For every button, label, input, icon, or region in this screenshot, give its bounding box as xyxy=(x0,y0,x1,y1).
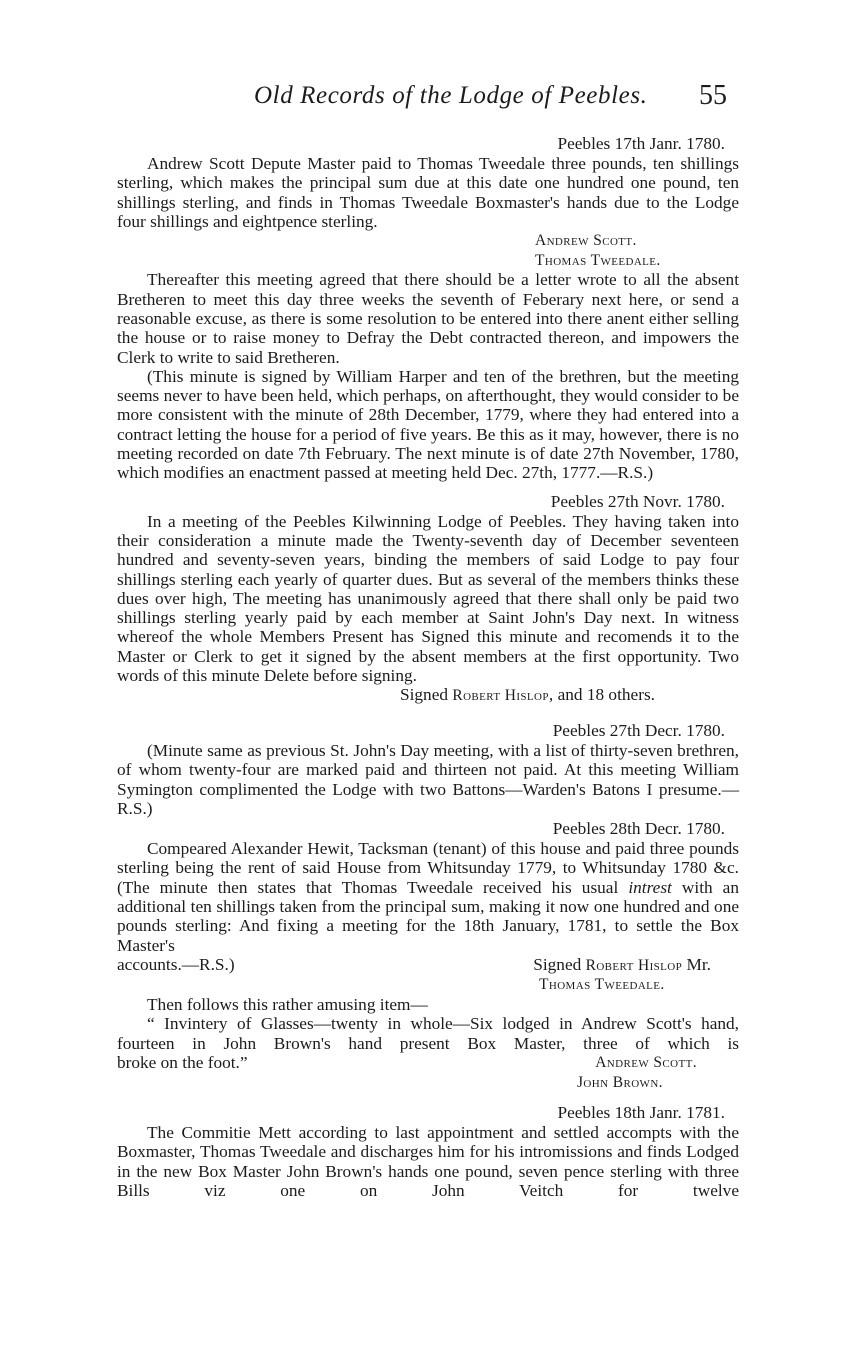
signature: Andrew Scott. xyxy=(595,1053,697,1071)
editor-note: (Minute same as previous St. John's Day meeting, with a list of thirty-seven brethren, of whom twenty-four are marked paid and thirteen not paid. At this meeting William Symington complimented the Lodge with two Battons—Warden's Batons I presume.—R.S.) xyxy=(117,740,739,818)
page-number: 55 xyxy=(699,80,727,111)
signed-label: Signed xyxy=(533,954,582,974)
signature-suffix: , and 18 others. xyxy=(548,685,655,705)
signature-block xyxy=(533,955,739,976)
entry-date: Peebles 17th Janr. 1780. xyxy=(557,134,725,153)
signature-line xyxy=(117,955,739,976)
running-title: Old Records of the Lodge of Peebles. xyxy=(254,82,648,109)
minute-paragraph: Thereafter this meeting agreed that there should be a letter wrote to all the absent Bretheren to meet this day three weeks the seventh of Feberary next here, or send a reasonable excuse, as there is some resolution to be entered into there anent either selling the house or to raise money to Defray the Debt contracted thereon, and impowers the Clerk to write to said Bretheren. xyxy=(117,270,739,367)
entry-date: Peebles 27th Decr. 1780. xyxy=(552,720,725,740)
entry-date: Peebles 28th Decr. 1780. xyxy=(552,819,725,839)
minute-paragraph: In a meeting of the Peebles Kilwinning Lodge of Peebles. They having taken into their consideration a minute made the Twenty-seventh day of December seventeen hundred and seventy-seven years, binding the members of said Lodge to pay four shillings sterling each yearly of quarter dues. But as several of the members thinks these dues over high, The meeting has unanimously agreed that there shall only be paid two shillings sterling yearly paid by each member at Saint John's Day next. In witness whereof the whole Members Present has Signed this minute and recomends it to the Master or Clerk to get it signed by the absent members at the first opportunity. Two words of this minute Delete before signing. xyxy=(117,511,739,686)
text-segment: Compeared Alexander Hewit, Tacksman (tenant) of this house and paid three pounds sterling being the rent of said House from Whitsunday 1779, to Whitsunday 1780 &c. (The minute then states that Thomas Tweedale received his usual xyxy=(117,839,739,897)
italic-word: intrest xyxy=(628,877,672,897)
entry-date: Peebles 27th Novr. 1780. xyxy=(550,491,725,511)
editor-note: (This minute is signed by William Harper and ten of the brethren, but the meeting seems never to have been held, which perhaps, on afterthought, they would consider to be more consistent with the minute of 28th December, 1779, where they had entered into a contract letting the house for a period of five years. Be this as it may, however, there is no meeting recorded on date 7th February. The next minute is of date 27th November, 1780, which modifies an enactment passed at meeting held Dec. 27th, 1777.—R.S.) xyxy=(117,366,739,483)
signature: Robert Hislop xyxy=(452,687,549,705)
quotation-end: broke on the foot.” xyxy=(117,1052,248,1072)
entry-date: Peebles 18th Janr. 1781. xyxy=(557,1103,725,1123)
signature-block xyxy=(117,231,739,270)
quotation: “ Invintery of Glasses—twenty in whole—Six lodged in Andrew Scott's hand, fourteen in John Brown's hand present Box Master, three of which is xyxy=(117,1014,739,1053)
minute-paragraph: Then follows this rather amusing item— xyxy=(147,995,428,1015)
signature-suffix: Mr. xyxy=(686,954,711,974)
signature: Thomas Tweedale. xyxy=(535,251,661,269)
text-segment: with an additional ten shillings taken from the principal sum, making it now one hundred and one pounds sterling: And fixing a meeting for the 18th January, 1781, to settle the Box Master's xyxy=(117,877,739,955)
page-header xyxy=(0,82,856,118)
minute-paragraph: The Commitie Mett according to last appointment and settled accompts with the Boxmaster, Thomas Tweedale and discharges him for his intromissions and finds Lodged in the new Box Master John Brown's hands one pound, seven pence sterling with three Bills viz one on John Veitch for twelve xyxy=(117,1123,739,1201)
signature-block xyxy=(117,1073,739,1093)
signed-label: Signed xyxy=(400,685,449,705)
signature-block xyxy=(117,975,739,995)
page-body xyxy=(117,133,739,1200)
signature: John Brown. xyxy=(577,1073,663,1091)
signature: Robert Hislop xyxy=(585,956,683,974)
signature: Thomas Tweedale. xyxy=(539,976,665,994)
minute-paragraph: Andrew Scott Depute Master paid to Thomas Tweedale three pounds, ten shillings sterling, which makes the principal sum due at this date one hundred one pound, ten shillings sterling, and finds in Thomas Tweedale Boxmaster's hands due to the Lodge four shillings and eightpence sterling. xyxy=(117,154,739,231)
signature-line xyxy=(117,1053,739,1073)
signature: Andrew Scott. xyxy=(535,232,637,250)
signature-block xyxy=(117,685,739,706)
last-line: accounts.—R.S.) xyxy=(117,954,235,974)
minute-paragraph xyxy=(117,839,739,955)
